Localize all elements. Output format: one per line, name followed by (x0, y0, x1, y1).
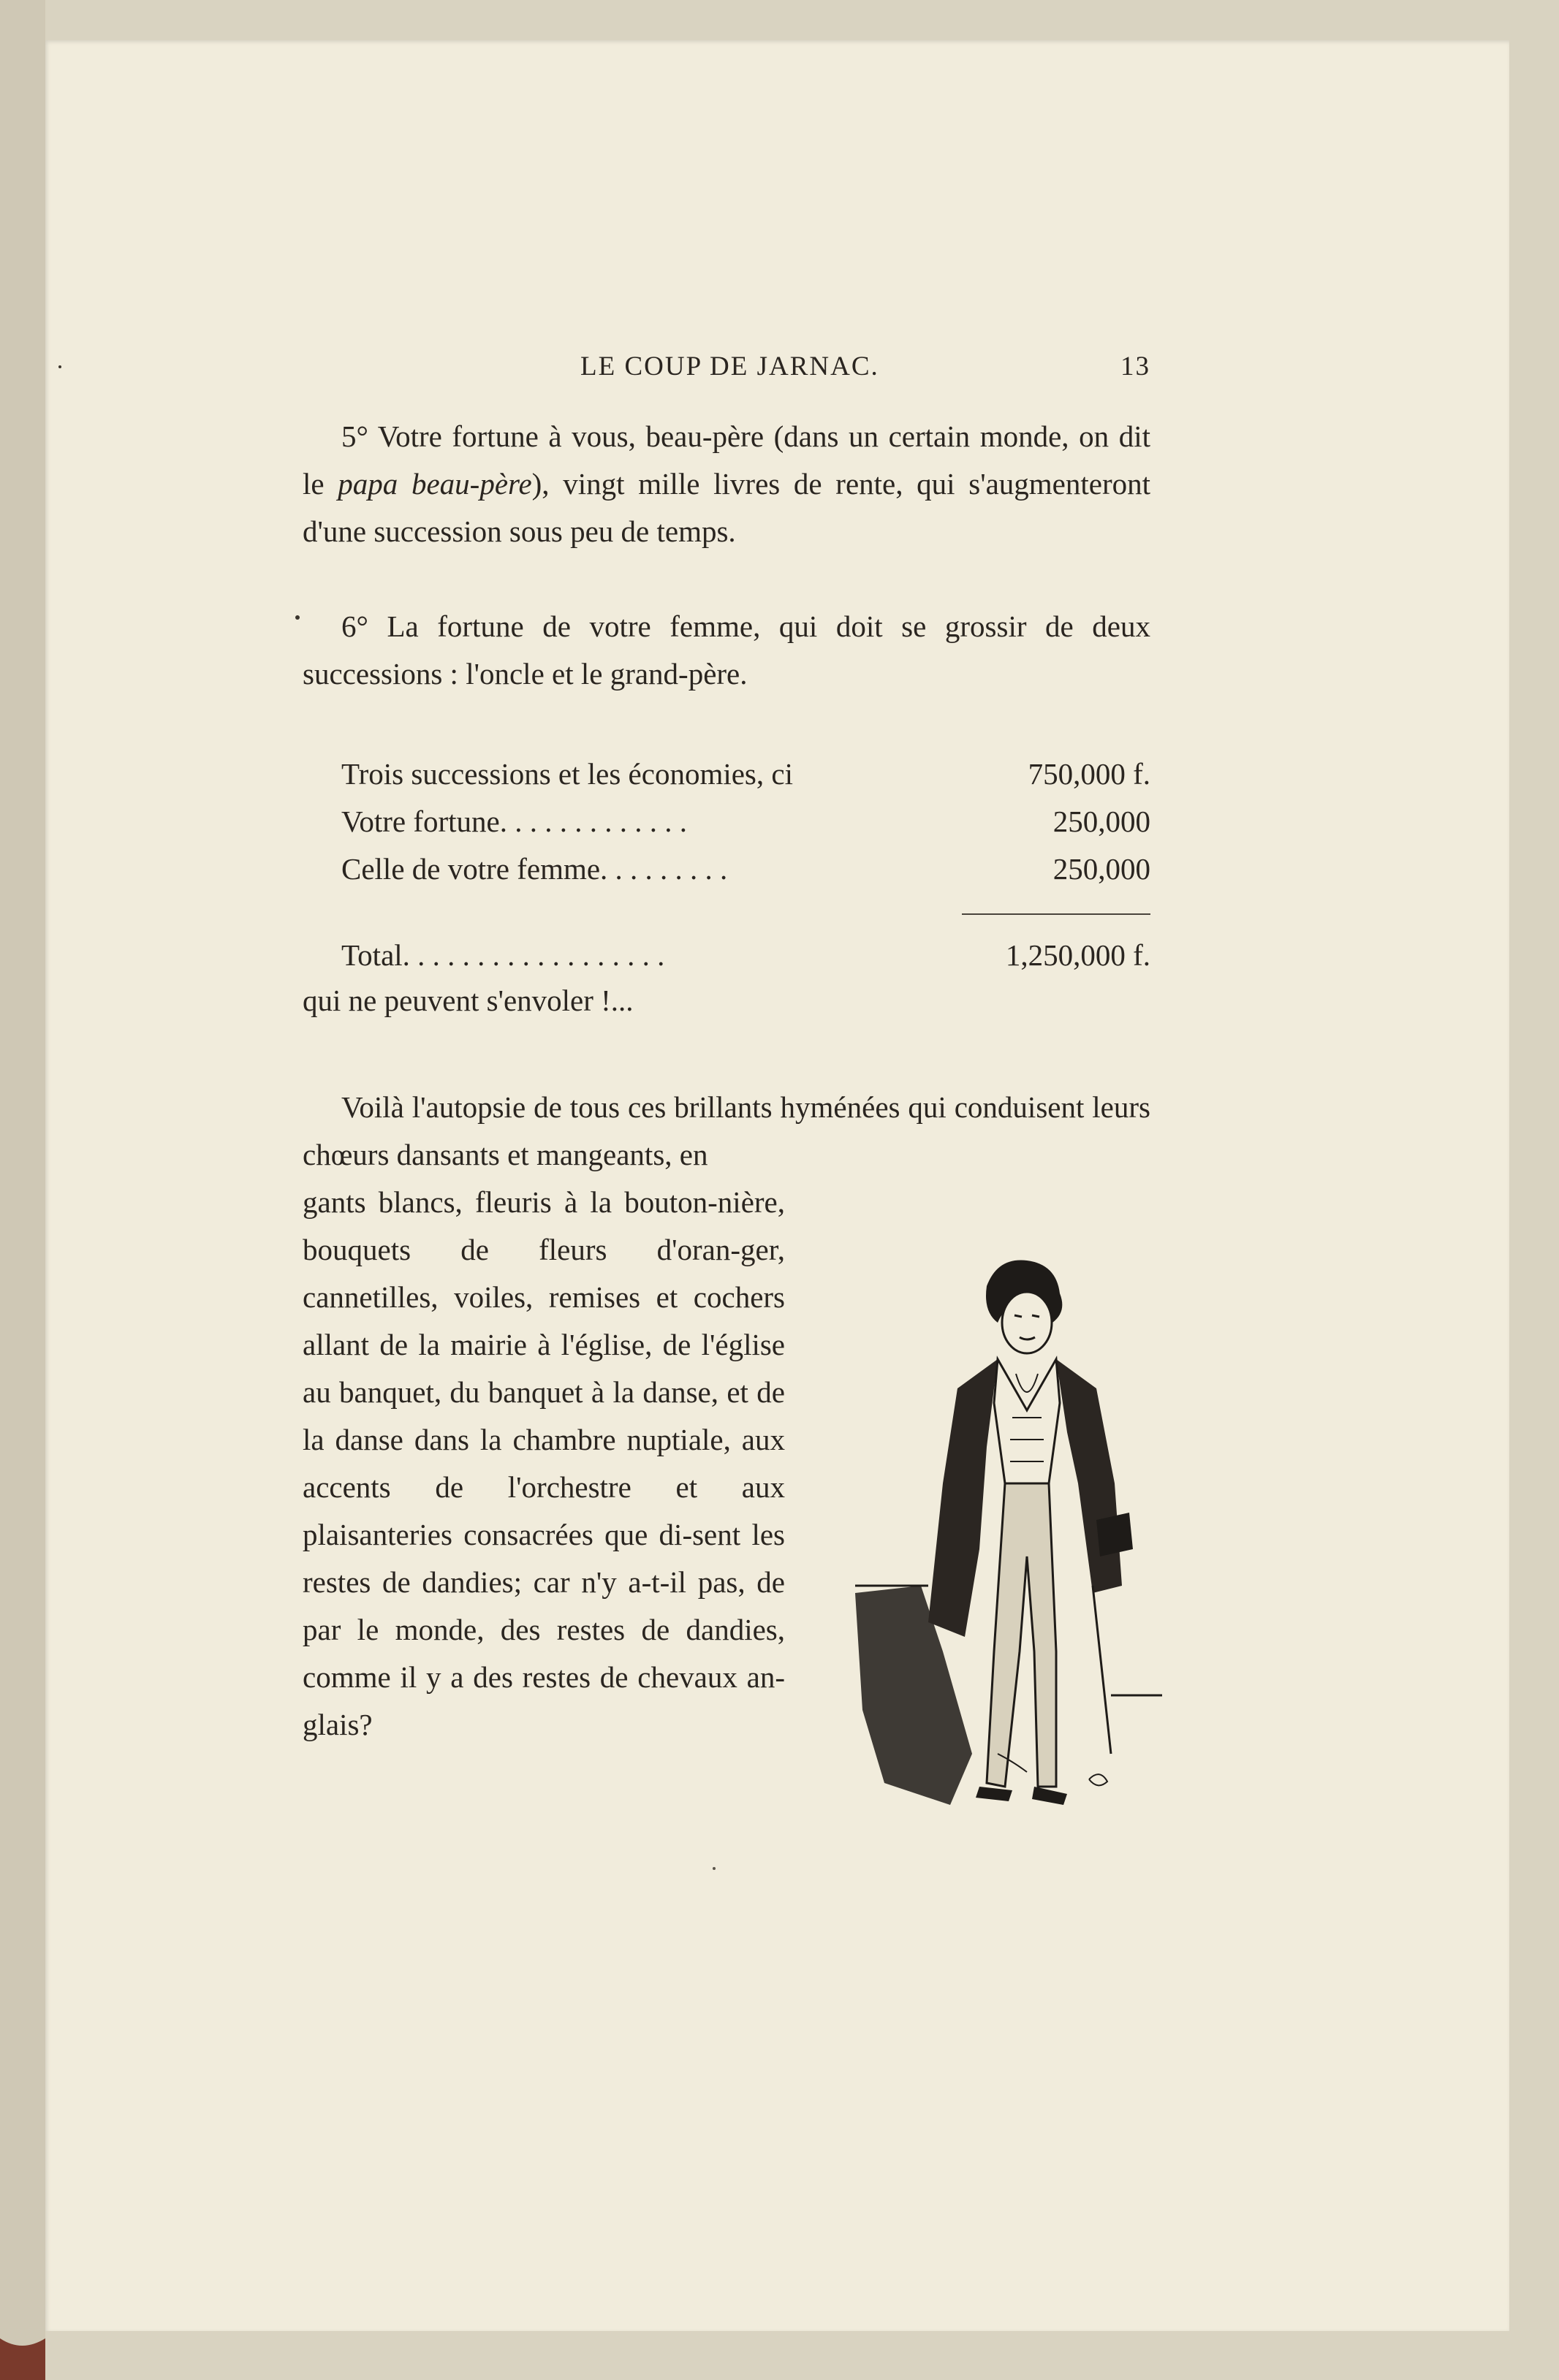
margin-speck (295, 615, 300, 620)
margin-speck (58, 365, 61, 368)
running-title: LE COUP DE JARNAC. (580, 351, 879, 381)
paragraph-6: 6° La fortune de votre femme, qui doit se grossir de deux successions : l'oncle et le grand-père. (303, 609, 1150, 691)
dandy-illustration (841, 1242, 1162, 1849)
paragraph-5-end: ), vingt mille livres de rente, qui s'augmenteront d'une succession sous peu de temps. (303, 467, 1151, 548)
ledger-total-value: 1,250,000 f. (1005, 938, 1150, 972)
ledger-label: Celle de votre femme. . . . . . . . . (341, 852, 728, 886)
ledger-value: 750,000 f. (1028, 757, 1150, 791)
ledger-row (341, 804, 1150, 848)
ledger-label: Votre fortune. . . . . . . . . . . . . (341, 805, 687, 838)
sum-rule (962, 913, 1150, 915)
margin-speck (713, 1867, 716, 1870)
ledger-value: 250,000 (1052, 852, 1150, 886)
paragraph-5 (303, 413, 1150, 555)
paragraph-autopsie-continuation: gants blancs, fleuris à la bouton-nière, bouquets de fleurs d'oran-ger, cannetilles, voiles, remises et cochers allant de la mairie à l'église, de l'église au banquet, du banquet à la danse, et de la danse dans la chambre nuptiale, aux accents de l'orchestre et aux plaisanteries consacrées que di-sent les restes de dandies; car n'y a-t-il pas, de par le monde, des restes de dandies, comme il y a des restes de chevaux an-glais? (303, 1185, 785, 1741)
paragraph-5-italic: papa beau-père (338, 467, 532, 501)
ledger-total-label: Total. . . . . . . . . . . . . . . . . . (341, 938, 665, 972)
paragraph-autopsie: Voilà l'autopsie de tous ces brillants hyménées qui conduisent leurs chœurs dansants et mangeants, en (303, 1090, 1150, 1171)
ledger-value: 250,000 (1052, 805, 1150, 838)
page-number: 13 (1120, 351, 1150, 381)
paragraph-5-start: 5° Votre fortune à vous, beau-père (dans un certain monde, on dit le (303, 419, 1150, 501)
ledger-row (341, 851, 1150, 895)
ledger-label: Trois successions et les économies, ci (341, 757, 793, 791)
ledger-remark: qui ne peuvent s'envoler !... (303, 984, 634, 1017)
ledger-total-row (341, 938, 1150, 981)
ledger-row (341, 756, 1150, 800)
page-header (303, 351, 1150, 387)
